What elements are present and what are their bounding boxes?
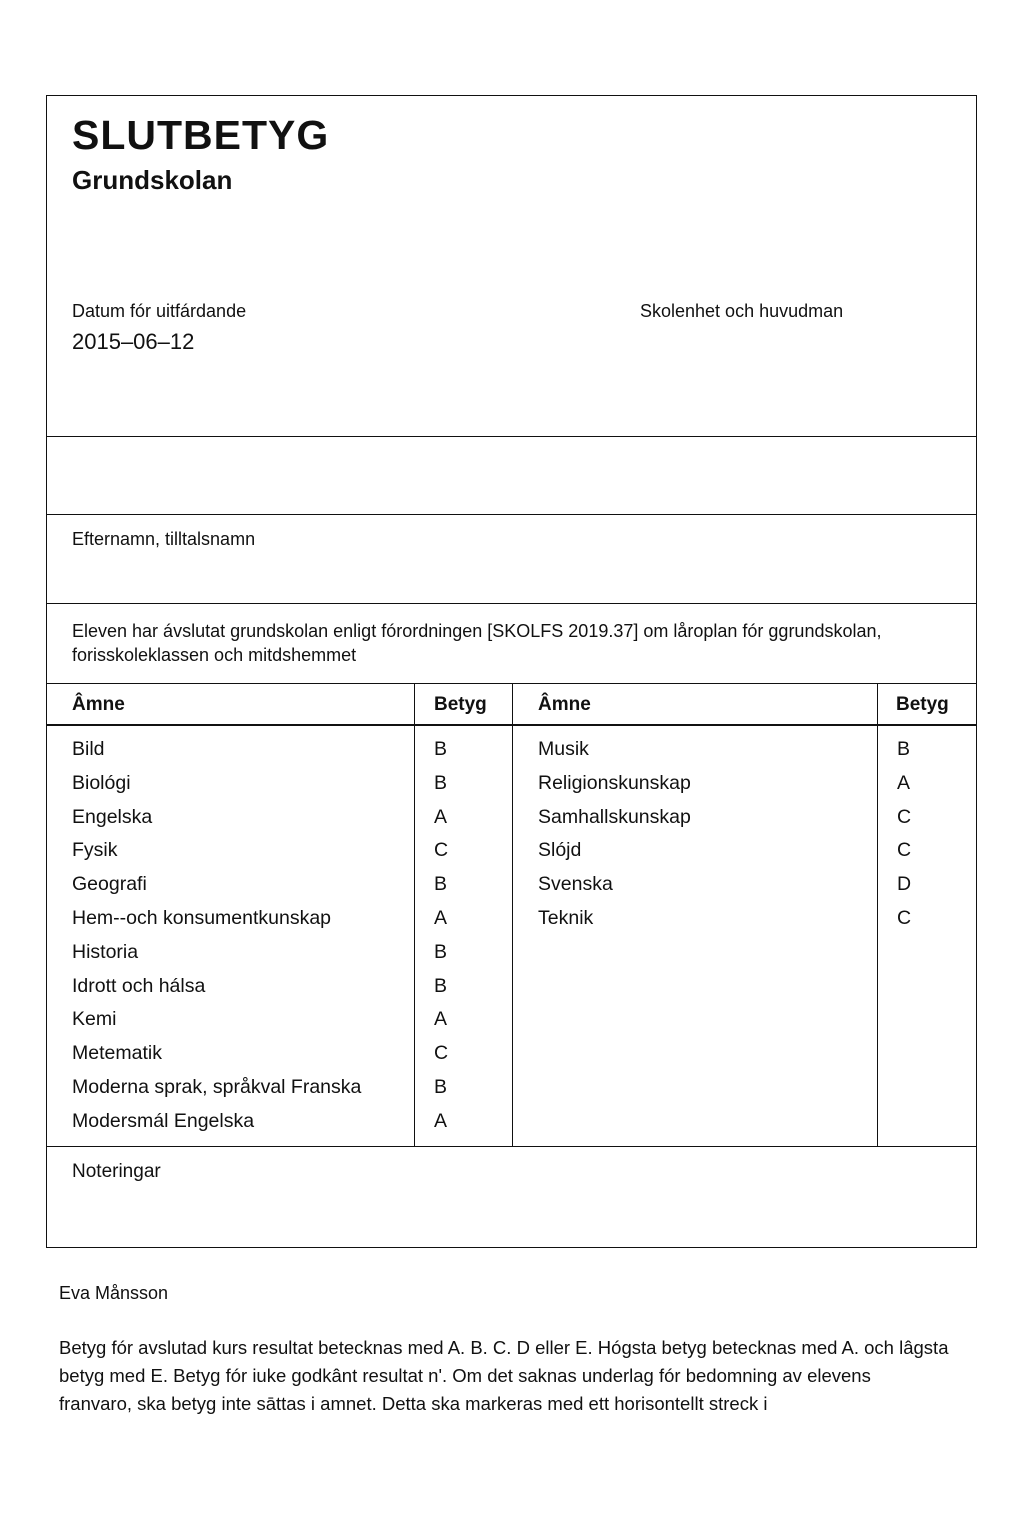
subject-name: Idrott och hálsa bbox=[72, 974, 206, 997]
subject-grade: C bbox=[897, 839, 912, 862]
subject-list-right bbox=[538, 736, 691, 939]
subject-name: Metematik bbox=[72, 1042, 162, 1065]
footnote-line-1: Betyg fór avslutad kurs resultat betecknas med A. B. C. D eller E. Hógsta betyg betecknas med A. och lâgsta bbox=[59, 1337, 949, 1358]
subject-grade: C bbox=[897, 805, 912, 828]
subject-name: Modersmál Engelska bbox=[72, 1109, 255, 1132]
column-divider bbox=[512, 683, 513, 1147]
statement-line-1: Eleven har ávslutat grundskolan enligt fórordningen [SKOLFS 2019.37] om låroplan fór ggrundskolan, bbox=[72, 621, 882, 641]
subject-grade: B bbox=[434, 738, 448, 760]
subject-name: Historia bbox=[72, 940, 139, 963]
subject-grade: C bbox=[434, 1042, 449, 1065]
subject-grade: B bbox=[434, 1075, 448, 1098]
subject-grade: C bbox=[897, 906, 912, 929]
subject-list-left bbox=[72, 736, 361, 1142]
subject-grade: B bbox=[434, 974, 448, 997]
footnote-line-2: betyg med E. Betyg fór iuke godkânt resultat n'. Om det saknas underlag fór bedomning av elevens bbox=[59, 1365, 871, 1386]
subject-grade: B bbox=[897, 738, 911, 760]
header-grade-left: Betyg bbox=[434, 694, 487, 715]
subject-name: Musik bbox=[538, 738, 589, 760]
table-header-divider bbox=[47, 724, 976, 726]
subject-name: Samhallskunskap bbox=[538, 805, 691, 828]
school-unit-label: Skolenhet och huvudman bbox=[640, 301, 844, 321]
subject-name: Hem--och konsumentkunskap bbox=[72, 906, 332, 929]
subject-grade: A bbox=[434, 1109, 448, 1132]
completion-statement-section bbox=[47, 603, 976, 683]
header-subject-left: Âmne bbox=[72, 694, 125, 715]
subject-name: Teknik bbox=[538, 906, 594, 929]
subject-name: Kemi bbox=[72, 1008, 117, 1031]
grade-list-right bbox=[897, 736, 911, 939]
student-name-section bbox=[47, 514, 976, 603]
document-subtitle: Grundskolan bbox=[72, 165, 233, 195]
header-grade-right: Betyg bbox=[896, 694, 949, 715]
signer-name: Eva Månsson bbox=[59, 1283, 169, 1303]
blank-field bbox=[47, 436, 976, 514]
subject-grade: B bbox=[434, 771, 448, 794]
document-title: SLUTBETYG bbox=[72, 112, 330, 158]
subject-grade: A bbox=[897, 771, 911, 794]
column-divider bbox=[877, 683, 878, 1147]
grading-footnote bbox=[59, 1334, 979, 1418]
subject-name: Slójd bbox=[538, 839, 582, 862]
column-divider bbox=[414, 683, 415, 1147]
subject-name: Fysik bbox=[72, 839, 118, 862]
notes-section bbox=[47, 1146, 976, 1246]
header-subject-right: Âmne bbox=[538, 694, 591, 715]
subject-name: Moderna sprak, språkval Franska bbox=[72, 1075, 362, 1098]
subject-name: Geografi bbox=[72, 873, 147, 896]
grade-list-left bbox=[434, 736, 448, 1142]
subject-grade: B bbox=[434, 873, 448, 896]
subject-name: Engelska bbox=[72, 805, 153, 828]
subject-name: Bild bbox=[72, 738, 105, 760]
footnote-line-3: franvaro, ska betyg inte sāttas i amnet. Detta ska markeras med ett horisontellt streck i bbox=[59, 1393, 768, 1414]
subject-grade: A bbox=[434, 805, 448, 828]
statement-line-2: forisskoleklassen och mitdshemmet bbox=[72, 645, 357, 665]
notes-label: Noteringar bbox=[72, 1161, 161, 1182]
issue-date-label: Datum fór uitfárdande bbox=[72, 301, 247, 321]
certificate-form bbox=[46, 95, 977, 1248]
subject-grade: C bbox=[434, 839, 449, 862]
subject-grade: D bbox=[897, 873, 912, 896]
subject-name: Svenska bbox=[538, 873, 613, 896]
completion-statement bbox=[72, 619, 956, 667]
subject-name: Biológi bbox=[72, 771, 131, 794]
subject-name: Religionskunskap bbox=[538, 771, 691, 794]
student-name-label: Efternamn, tilltalsnamn bbox=[72, 529, 256, 549]
subject-grade: A bbox=[434, 906, 448, 929]
subject-grade: A bbox=[434, 1008, 448, 1031]
issue-date-value: 2015–06–12 bbox=[72, 329, 195, 354]
subject-grade: B bbox=[434, 940, 448, 963]
